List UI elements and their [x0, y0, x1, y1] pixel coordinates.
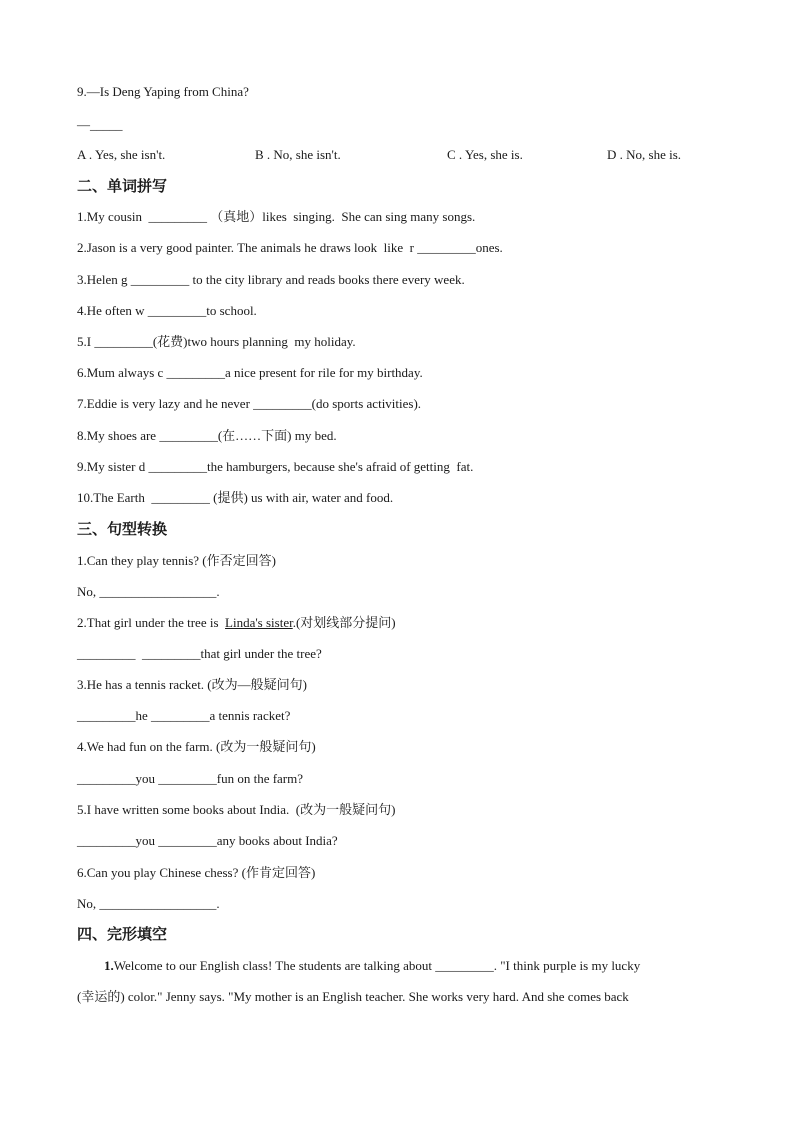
section2-item-10: 10.The Earth _________ (提供) us with air, water and food.: [77, 490, 394, 505]
section3-heading: 三、句型转换: [77, 520, 168, 538]
section2-item-6: 6.Mum always c _________a nice present for rile for my birthday.: [77, 365, 423, 380]
q2-pre: 2.That girl under the tree is: [77, 615, 226, 630]
section2-item-2: 2.Jason is a very good painter. The animals he draws look like r _________ones.: [77, 240, 503, 255]
section3-a1: No, __________________.: [77, 584, 220, 599]
section3-q6: 6.Can you play Chinese chess? (作肯定回答): [77, 865, 316, 880]
section3-q4: 4.We had fun on the farm. (改为一般疑问句): [77, 739, 316, 754]
section2-item-5: 5.I _________(花费)two hours planning my holiday.: [77, 334, 356, 349]
q9-question: 9.—Is Deng Yaping from China?: [77, 84, 249, 99]
q9-option-a: A . Yes, she isn't.: [77, 147, 166, 162]
section3-a4: _________you _________fun on the farm?: [77, 771, 304, 786]
cloze-text-1: Welcome to our English class! The students are talking about _________. "I think purple is my lucky: [113, 958, 641, 973]
section2-item-8: 8.My shoes are _________(在……下面) my bed.: [77, 428, 337, 443]
section2-item-4: 4.He often w _________to school.: [77, 303, 257, 318]
section2-item-9: 9.My sister d _________the hamburgers, because she's afraid of getting fat.: [77, 459, 474, 474]
section2-item-1: 1.My cousin _________ （真地）likes singing. She can sing many songs.: [77, 209, 476, 224]
section2-item-7: 7.Eddie is very lazy and he never _________(do sports activities).: [77, 396, 422, 411]
section3-a3: _________he _________a tennis racket?: [77, 708, 291, 723]
q2-post: .(对划线部分提问): [292, 615, 396, 630]
cloze-paragraph-line-1: [104, 958, 709, 974]
section2-item-3: 3.Helen g _________ to the city library and reads books there every week.: [77, 272, 465, 287]
q9-option-b: B . No, she isn't.: [255, 147, 341, 162]
section3-q1: 1.Can they play tennis? (作否定回答): [77, 553, 276, 568]
q2-underlined-phrase: Linda's sister: [225, 615, 293, 630]
section3-q2: [77, 615, 396, 631]
section3-a2: _________ _________that girl under the tree?: [77, 646, 322, 661]
section3-q5: 5.I have written some books about India. (改为一般疑问句): [77, 802, 396, 817]
q9-option-d: D . No, she is.: [607, 147, 682, 162]
section2-heading: 二、单词拼写: [77, 177, 168, 195]
section3-a6: No, __________________.: [77, 896, 220, 911]
section3-q3: 3.He has a tennis racket. (改为—般疑问句): [77, 677, 307, 692]
cloze-paragraph-line-2: (幸运的) color." Jenny says. "My mother is an English teacher. She works very hard. And she comes back: [77, 989, 629, 1004]
cloze-number: 1.: [104, 958, 114, 973]
section3-a5: _________you _________any books about India?: [77, 833, 338, 848]
q9-answer-line: —_____: [77, 117, 123, 132]
section4-heading: 四、完形填空: [77, 925, 168, 943]
q9-option-c: C . Yes, she is.: [447, 147, 523, 162]
